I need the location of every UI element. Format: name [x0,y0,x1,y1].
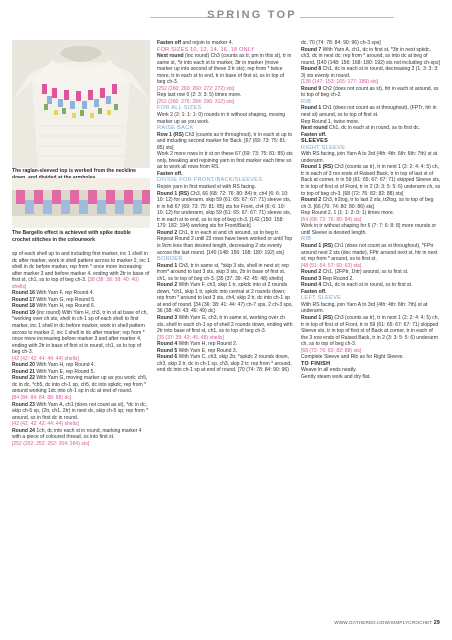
pattern-round: Round 3 Rep Round 2. [301,275,354,282]
pattern-round: Round 1 (RS) Ch1 (does not count as st throughout), *FPtr around next 2 sts (dec made), FPtr around next st, htr in next st; rep from * around, ss to first st. [301,242,438,263]
pattern-paragraph: Weave in all ends neatly. [301,367,357,374]
pattern-round: Row 1 (RS) Ch3 (counts as tr throughout), tr in each st up to and including second marker for Back. [67 (69: 73: 75: 81: 85) sts] [157,131,293,151]
stitch-count: [35 (37: 39: 42: 45: 48) shells] [157,334,224,341]
pattern-round: Round 4 With Yarn H, rep Round 2. [157,341,238,348]
pattern-paragraph: Fasten off and rejoin to marker 4. [157,40,234,46]
pattern-paragraph: Gently steam work and dry flat. [301,373,371,380]
stitch-count: [84 (84: 84: 84: 88: 88) dc] [12,395,72,402]
pattern-paragraph: Rep Round 1, twice more. [301,118,360,125]
section-heading: TO FINISH [301,360,331,367]
pattern-round: Round 9 Ch2 (does not count as st), htr in each st around, ss to top of beg ch-2. [301,85,439,99]
pattern-round: Next round Ch1, dc in each st in round, ss to first dc. [301,125,421,132]
pattern-round: Round 7 With Yarn A, ch1, dc in first st, *3tr in next spkdc, ch3, dc in next dc; rep from * around, ss into dc at beg of round. [140 (148: 156: 168: 180: 192) sts not including ch-sps] [301,46,440,66]
pattern-round: Round 2 Ch3, tr2tog, tr to last 2 sts, tr2tog, ss to top of beg ch-3. [66 (70: 74: 80: 80: 86) sts] [301,197,434,210]
stitch-count: [42 (42: 42: 42: 44: 44) shells] [12,421,79,428]
page-footer [334,620,440,626]
pattern-paragraph: With RS facing, join Yarn A to 3rd (4th: 4th: 6th: 7th) st at underarm. [301,301,428,315]
stitch-count: [48 (51: 54: 57: 60: 63) sts] [301,262,362,269]
section-heading: FOR ALL SIZES [157,105,202,112]
section-heading: DIVIDE FOR FRONT/BACK/SLEEVES [157,177,263,184]
fasten-off: Fasten off. [301,131,327,138]
stitch-closeup-image [12,178,150,228]
section-heading: RIB [301,98,312,105]
header-rule-right [300,17,394,18]
pattern-round: Round 8 Ch1, dc in each st in round, decreasing 2 (1: 3: 3: 3: 3) sts evenly in round. [301,66,439,79]
pattern-round: Round 16 With Yarn F, rep Round 4. [12,290,95,297]
pattern-round: Round 2 Ch1, tr in each st and ch around, ss to beg tr. [157,229,280,236]
top-photo-image [12,40,150,168]
pattern-round: Round 3 With Yarn G, ch3, tr in same st, working over ch sts, shell in each ch-1 sp of shell 2 rounds down, ending with 2tr into base of first st, ch1, ss to top of beg ch-3. [157,314,293,335]
subsection-heading: RIGHT SLEEVE [301,144,346,151]
fasten-off: Fasten off. [157,170,183,177]
pattern-paragraph: With RS facing, join Yarn A to 3rd (4th: 4th: 6th: 6th: 7th) st at underarm. [301,151,438,164]
stitch-count: [42 (42: 42: 44: 44: 44) shells] [12,355,79,362]
pattern-round: Round 20 With Yarn H, rep Round 4. [12,362,96,369]
pattern-paragraph: Rep last row 0 (2: 3: 3: 5) times more. [157,92,242,99]
size-heading: FOR SIZES 10, 12, 14, 16, 18 ONLY [157,46,255,53]
pattern-paragraph: Work 2 (2: 1: 1: 1: 0) rounds in tr without shaping, moving marker up as you work. [157,112,286,125]
section-heading: BORDER [157,256,183,263]
pattern-round: Round 1 (RS) Ch3 (counts as tr), tr in next 1 (2: 2: 4: 4: 5) ch, tr in top of first st of Front, tr in 59 (61: 65: 67: 67: 71) skipped Sleeve sts, tr in top of first st of Back at corner, tr in each of the 3 row ends of Raised Back, tr in 2 (3: 3: 5: 5: 6) underarm ch, ss to top of beg ch-3. [301,314,439,348]
pattern-round: Next round (inc round) Ch3 (counts as tr, pm in this st), tr in same st, *tr into each st to marker, 3tr in marker (move marker up into second of these 3 tr sts); rep from * twice more, tr in each st to end, tr in base of first st, ss in top of beg ch-3. [157,53,292,86]
pattern-round: Round 1 (RS) Ch3, 66 (68: 72: 76: 80: 84) tr, ch4 (6: 6: 10: 10: 12) for underarm, skip 59 (61: 65: 67: 67: 71) sleeve sts, tr in foll 67 (69: 73: 75: 81: 85) sts for Front, ch4 (6: 6: 10: 10: 12) for underarm, skip 59 (61: 65: 67: 67: 71) sleeve sts, tr in each st to end, ss to top of beg ch-3. [142 (150: 158: 170: 182: 194) working sts for Front/Back] [157,190,292,230]
pattern-round: Round 1 (RS) Ch3 (counts as tr), tr in next 1 (2: 2: 4: 4: 5) ch, tr in each of 3 rox ends of Raised Back, tr in top of last st of Back at corner, tr in 59 (61: 65: 67: 67: 71) skipped Sleeve sts, tr in top of first st of Front, tr in 2 (3: 3: 5: 5: 6) underarm ch, ss to top of beg ch-3. [68 (72: 76: 82: 82: 88) sts] [301,164,441,197]
fasten-off: Fasten off. [301,288,327,295]
pattern-column-3 [301,40,441,380]
pattern-paragraph: sp of each shell up to and including first marker, inc 1 shell in dc after marker, work in shell pattern across to marker 2, inc 1 shell in dc before marker, rep from * once more increasing after marker 3 and before marker 4, ending with 2tr in base of first st, ch1, ss to top of beg ch-3. [38 (38: 38: 38: 40: 40) shells] [12,251,151,290]
subsection-heading: LEFT SLEEVE [301,295,342,302]
pattern-round: Round 24 1ch, dc into each st in round, marking marker 4 with a piece of coloured thread, ss into first st. [12,427,142,441]
page-header [0,6,452,30]
pattern-round: Round 17 With Yarn G, rep Round 5. [12,296,96,303]
pattern-paragraph: Work 2 more rows in tr st on these 67 (69: 73: 75: 81: 85) sts only, breaking and rejoining yarn in first marker each time so as to work all rows from RS. [157,151,293,171]
stitch-count: [64 (68: 72: 76: 80: 84) sts] [301,216,362,223]
stitch-closeup-photo [12,178,150,228]
footer-url: WWW.GATHERED.HOW/SIMPLYCROCHET [334,620,433,625]
pattern-round: Round 21 With Yarn E, rep Round 5. [12,368,95,375]
pattern-paragraph: Rejoin yarn in first marked st with RS facing. [157,184,257,191]
photo-caption-bargello: The Bargello effect is achieved with spike double crochet stitches in the colourwork [12,230,131,243]
pattern-column-1 [12,251,150,447]
section-heading: SLEEVES [301,138,328,145]
pattern-round: Round 5 With Yarn E, rep Round 3. [157,347,238,354]
photo-caption-top: The raglan-sleeved top is worked from the neckline [12,168,136,174]
pattern-round: Round 23 With Yarn A, ch1 (does not count as st), *dc in dc, skip ch-5 sp, (2tr, ch1, 2tr) in next dc, skip ch-5 sp; rep from * around, ss in first dc in round. [12,401,149,421]
pattern-paragraph: Work in tr without shaping for 6 (7: 7: 6: 8: 8) more rounds or until Sleeve is desired length. [301,223,437,236]
pattern-round: Round 4 Ch1, dc in each st in round, ss to first st. [301,282,413,289]
pattern-round: Round 19 (inc round) With Yarn H, ch3, tr in st at base of ch, *working over ch sts, shell in ch-1 sp of each shell to first marker, inc 1 shell in dc before marker, work in shell pattern across to marker 2, inc 1 shell in dc after marker; rep from * once more increasing before marker 3 and after marker 4, ending with 2tr in base of first st in round, ch1, ss to top of beg ch-3. [12,309,148,356]
stitch-count: [68 (72: 76: 82: 82: 88) sts] [301,347,362,354]
section-heading: RAISE BACK [157,125,194,132]
pattern-round: Round 1 Ch3, tr in same st, *skip 3 sts, shell in next st; rep from* around to last 3 sts, skip 3 sts, 2tr in base of first st, ch1, ss to top of beg ch-3. [35 (37: 39: 42: 45: 48) shells] [157,262,289,282]
pattern-round: Round 6 With Yarn C, ch3, skip 2tr, *spkdc 2 rounds down, ch3, skip 2 tr, dc in ch-1 sp, ch3, skip 2 tr; rep from * around, end dc into ch-1 sp at end of round. [70 (74: 78: 84: 90: 96) [157,354,292,374]
stitch-count: [138 (147: 153: 165: 177: 189) sts] [301,79,379,86]
page-number: 29 [433,620,440,626]
stitch-count: [252 (252: 252: 252: 264: 264) sts] [12,440,90,447]
stitch-count: [252 (260: 260: 260: 272: 272) sts] [157,85,235,92]
section-heading: RIB [301,236,312,243]
pattern-round: Round 1 Ch1 (does not count as st throughout), (FPTr, htr in next st) around, ss to top of first st. [301,105,437,119]
page-title: SPRING TOP [207,9,297,21]
pattern-round: Round 22 With Yarn G, moving marker up as you work; ch5, dc in dc, *ch5, dc into ch-1 sp, ch5, dc into spkdc; rep from * around working 1dc into ch-1 sp in dc at end of round. [12,375,148,395]
pattern-round: Round 2 With Yarn F, ch3, skip 1 tr, spkdc into st 2 rounds down, *ch1, skip 1 tr, spkdc into central st 2 rounds down; rep from * around to last 3 sts, ch4, skip 2 tr, dc into ch-1 sp at end of round. [34 (36: 38: 41: 44: 47) ch-7 sps, 2 ch-3 sps, 36 (38: 40: 43: 46: 49) dc] [157,282,293,315]
top-photo [12,40,150,168]
stitch-count: [252 (260: 276: 284: 296: 312) sts] [157,98,235,105]
pattern-paragraph: Repeat Round 2 until 23 rows have been worked or until Top is 9cm less than desired length, decreasing 2 sts evenly across the last round. [140 (148: 156: 168: 180: 192) sts] [157,236,293,256]
pattern-round: Round 2 Ch1, (2FPtr, 1htr) around, ss to first st. [301,269,409,276]
pattern-paragraph: Complete Sleeve and Rib as for Right Sleeve. [301,354,404,361]
pattern-paragraph: dc, 70 (74: 78: 84: 90: 96) ch-3 sps] [301,40,381,46]
pattern-round: Round 18 With Yarn H, rep Round 6. [12,303,96,310]
pattern-column-2 [157,40,293,374]
pattern-paragraph: Rep Round 2, 1 (1: 1: 2: 0: 1) times more. [301,210,395,217]
